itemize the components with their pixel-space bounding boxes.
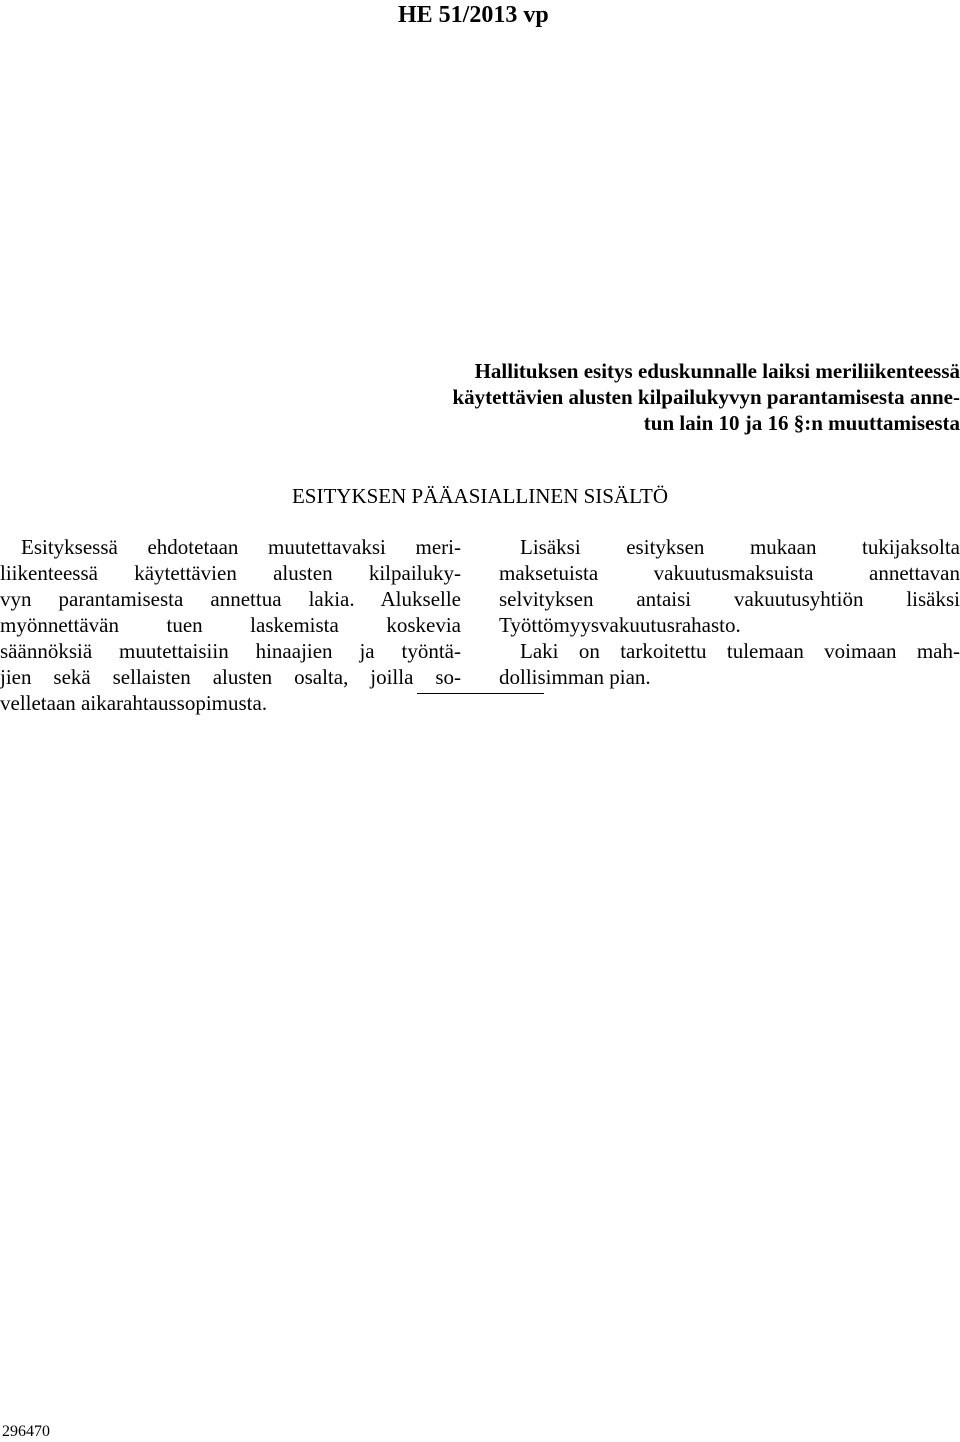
section-separator	[417, 693, 544, 694]
summary-line: jien sekä sellaisten alusten osalta, joilla so-	[0, 665, 461, 689]
print-code: 296470	[2, 1423, 50, 1440]
summary-line: vyn parantamisesta annettua lakia. Alukselle	[0, 587, 461, 611]
summary-line: myönnettävän tuen laskemista koskevia	[0, 613, 461, 637]
document-id: HE 51/2013 vp	[398, 2, 549, 28]
summary-line: Lisäksi esityksen mukaan tukijaksolta	[520, 535, 960, 559]
summary-line: liikenteessä käytettävien alusten kilpailuky-	[0, 561, 461, 585]
summary-line: dollisimman pian.	[499, 665, 651, 689]
summary-line: maksetuista vakuutusmaksuista annettavan	[499, 561, 960, 585]
bill-title-line: Hallituksen esitys eduskunnalle laiksi meriliikenteessä	[474, 359, 960, 383]
summary-left-column	[0, 534, 461, 716]
section-heading: ESITYKSEN PÄÄASIALLINEN SISÄLTÖ	[291, 484, 669, 508]
summary-right-column	[499, 534, 960, 690]
summary-line: Esityksessä ehdotetaan muutettavaksi meri-	[21, 535, 461, 559]
bill-title-line: tun lain 10 ja 16 §:n muuttamisesta	[643, 411, 960, 435]
summary-line: Työttömyysvakuutusrahasto.	[499, 613, 741, 637]
summary-line: säännöksiä muutettaisiin hinaajien ja työntä-	[0, 639, 461, 663]
summary-line: velletaan aikarahtaussopimusta.	[0, 691, 268, 715]
summary-line: Laki on tarkoitettu tulemaan voimaan mah-	[520, 639, 960, 663]
bill-title	[360, 358, 960, 436]
bill-title-line: käytettävien alusten kilpailukyvyn parantamisesta anne-	[452, 385, 960, 409]
summary-line: selvityksen antaisi vakuutusyhtiön lisäksi	[499, 587, 960, 611]
